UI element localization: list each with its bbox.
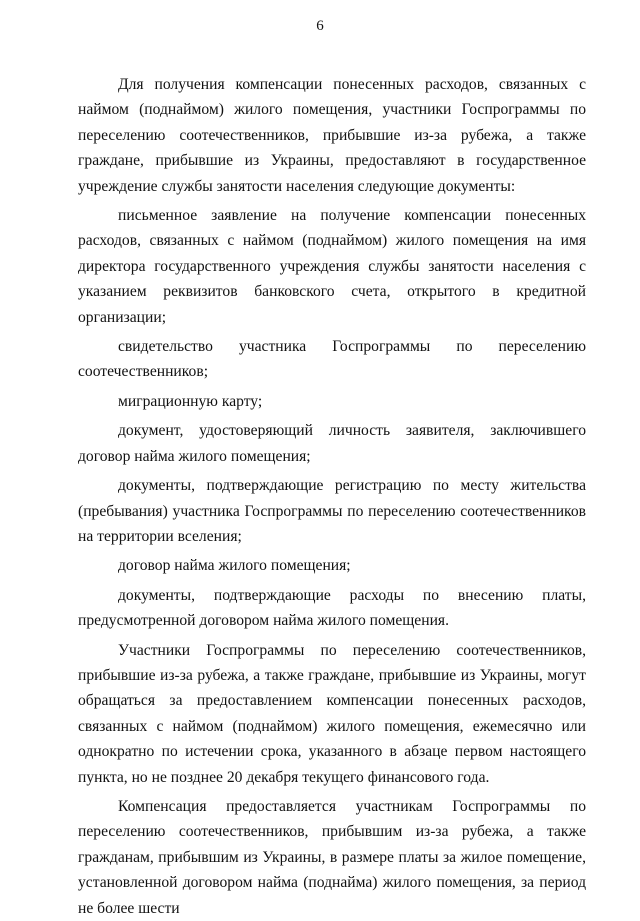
- paragraph-application-timing: Участники Госпрограммы по переселению соотечественников, прибывшие из-за рубежа, а также граждане, прибывшие из Украины, могут обращаться за предоставлением компенсации понесенных расходов, связанных с наймом (поднаймом) жилого помещения, ежемесячно или однократно по истечении срока, указанного в абзаце первом настоящего пункта, но не позднее 20 декабря текущего финансового года.: [78, 641, 586, 786]
- list-item-identity-document: документ, удостоверяющий личность заявителя, заключившего договор найма жилого помещения;: [78, 422, 586, 465]
- list-item-certificate: свидетельство участника Госпрограммы по переселению соотечественников;: [78, 338, 586, 381]
- list-item-migration-card: миграционную карту;: [118, 392, 263, 410]
- document-body: [78, 72, 586, 921]
- list-item-application: письменное заявление на получение компенсации понесенных расходов, связанных с наймом (поднаймом) жилого помещения на имя директора государственного учреждения службы занятости населения с указанием реквизитов банковского счета, открытого в кредитной организации;: [78, 207, 586, 326]
- page-number: 6: [316, 18, 324, 34]
- paragraph-compensation-amount: Компенсация предоставляется участникам Госпрограммы по переселению соотечественников, прибывшим из-за рубежа, а также гражданам, прибывшим из Украины, в размере платы за жилое помещение, установленной договором найма (поднайма) жилого помещения, за период не более шести: [78, 797, 586, 917]
- list-item-lease-agreement: договор найма жилого помещения;: [118, 557, 351, 575]
- list-item-expense-documents: документы, подтверждающие расходы по внесению платы, предусмотренной договором найма жилого помещения.: [78, 586, 586, 630]
- paragraph-documents-intro: Для получения компенсации понесенных расходов, связанных с наймом (поднаймом) жилого помещения, участники Госпрограммы по переселению соотечественников, прибывшие из-за рубежа, а также граждане, прибывшие из Украины, предоставляют в государственное учреждение службы занятости населения следующие документы:: [78, 76, 586, 195]
- list-item-registration-documents: документы, подтверждающие регистрацию по месту жительства (пребывания) участника Госпрограммы по переселению соотечественников на территории вселения;: [78, 477, 586, 545]
